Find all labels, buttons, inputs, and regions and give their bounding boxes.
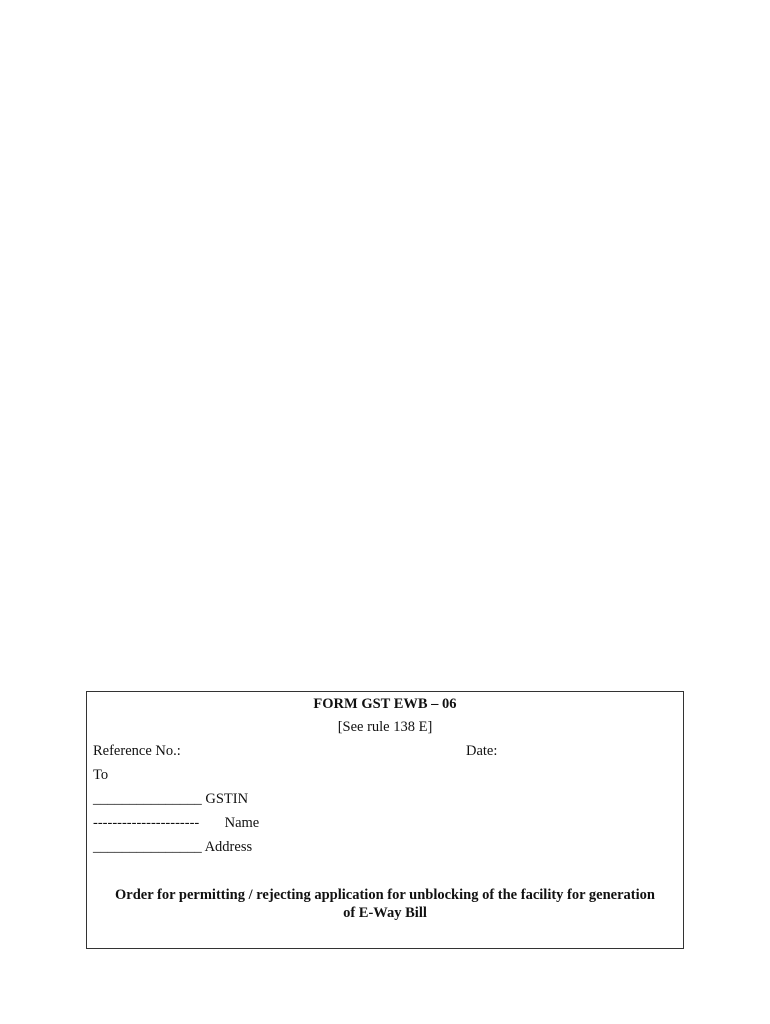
name-field [93, 814, 259, 832]
gstin-field [93, 790, 248, 808]
to-label: To [93, 767, 109, 783]
address-blank: _______________ [93, 839, 202, 855]
gstin-blank: _______________ [93, 791, 202, 807]
order-heading-line-1: Order for permitting / rejecting application for unblocking of the facility for generation [115, 887, 655, 903]
name-label: Name [224, 815, 260, 831]
gstin-label: GSTIN [205, 791, 249, 807]
address-label: Address [204, 839, 253, 855]
address-field [93, 838, 252, 856]
date-label: Date: [466, 743, 498, 759]
reference-number-label: Reference No.: [93, 743, 181, 759]
form-gst-ewb-06 [86, 691, 684, 949]
order-heading-line-2: of E-Way Bill [343, 905, 427, 921]
order-heading [87, 886, 683, 922]
form-title: FORM GST EWB – 06 [313, 696, 457, 712]
name-blank: ---------------------- [93, 815, 200, 831]
rule-reference: [See rule 138 E] [337, 719, 433, 735]
